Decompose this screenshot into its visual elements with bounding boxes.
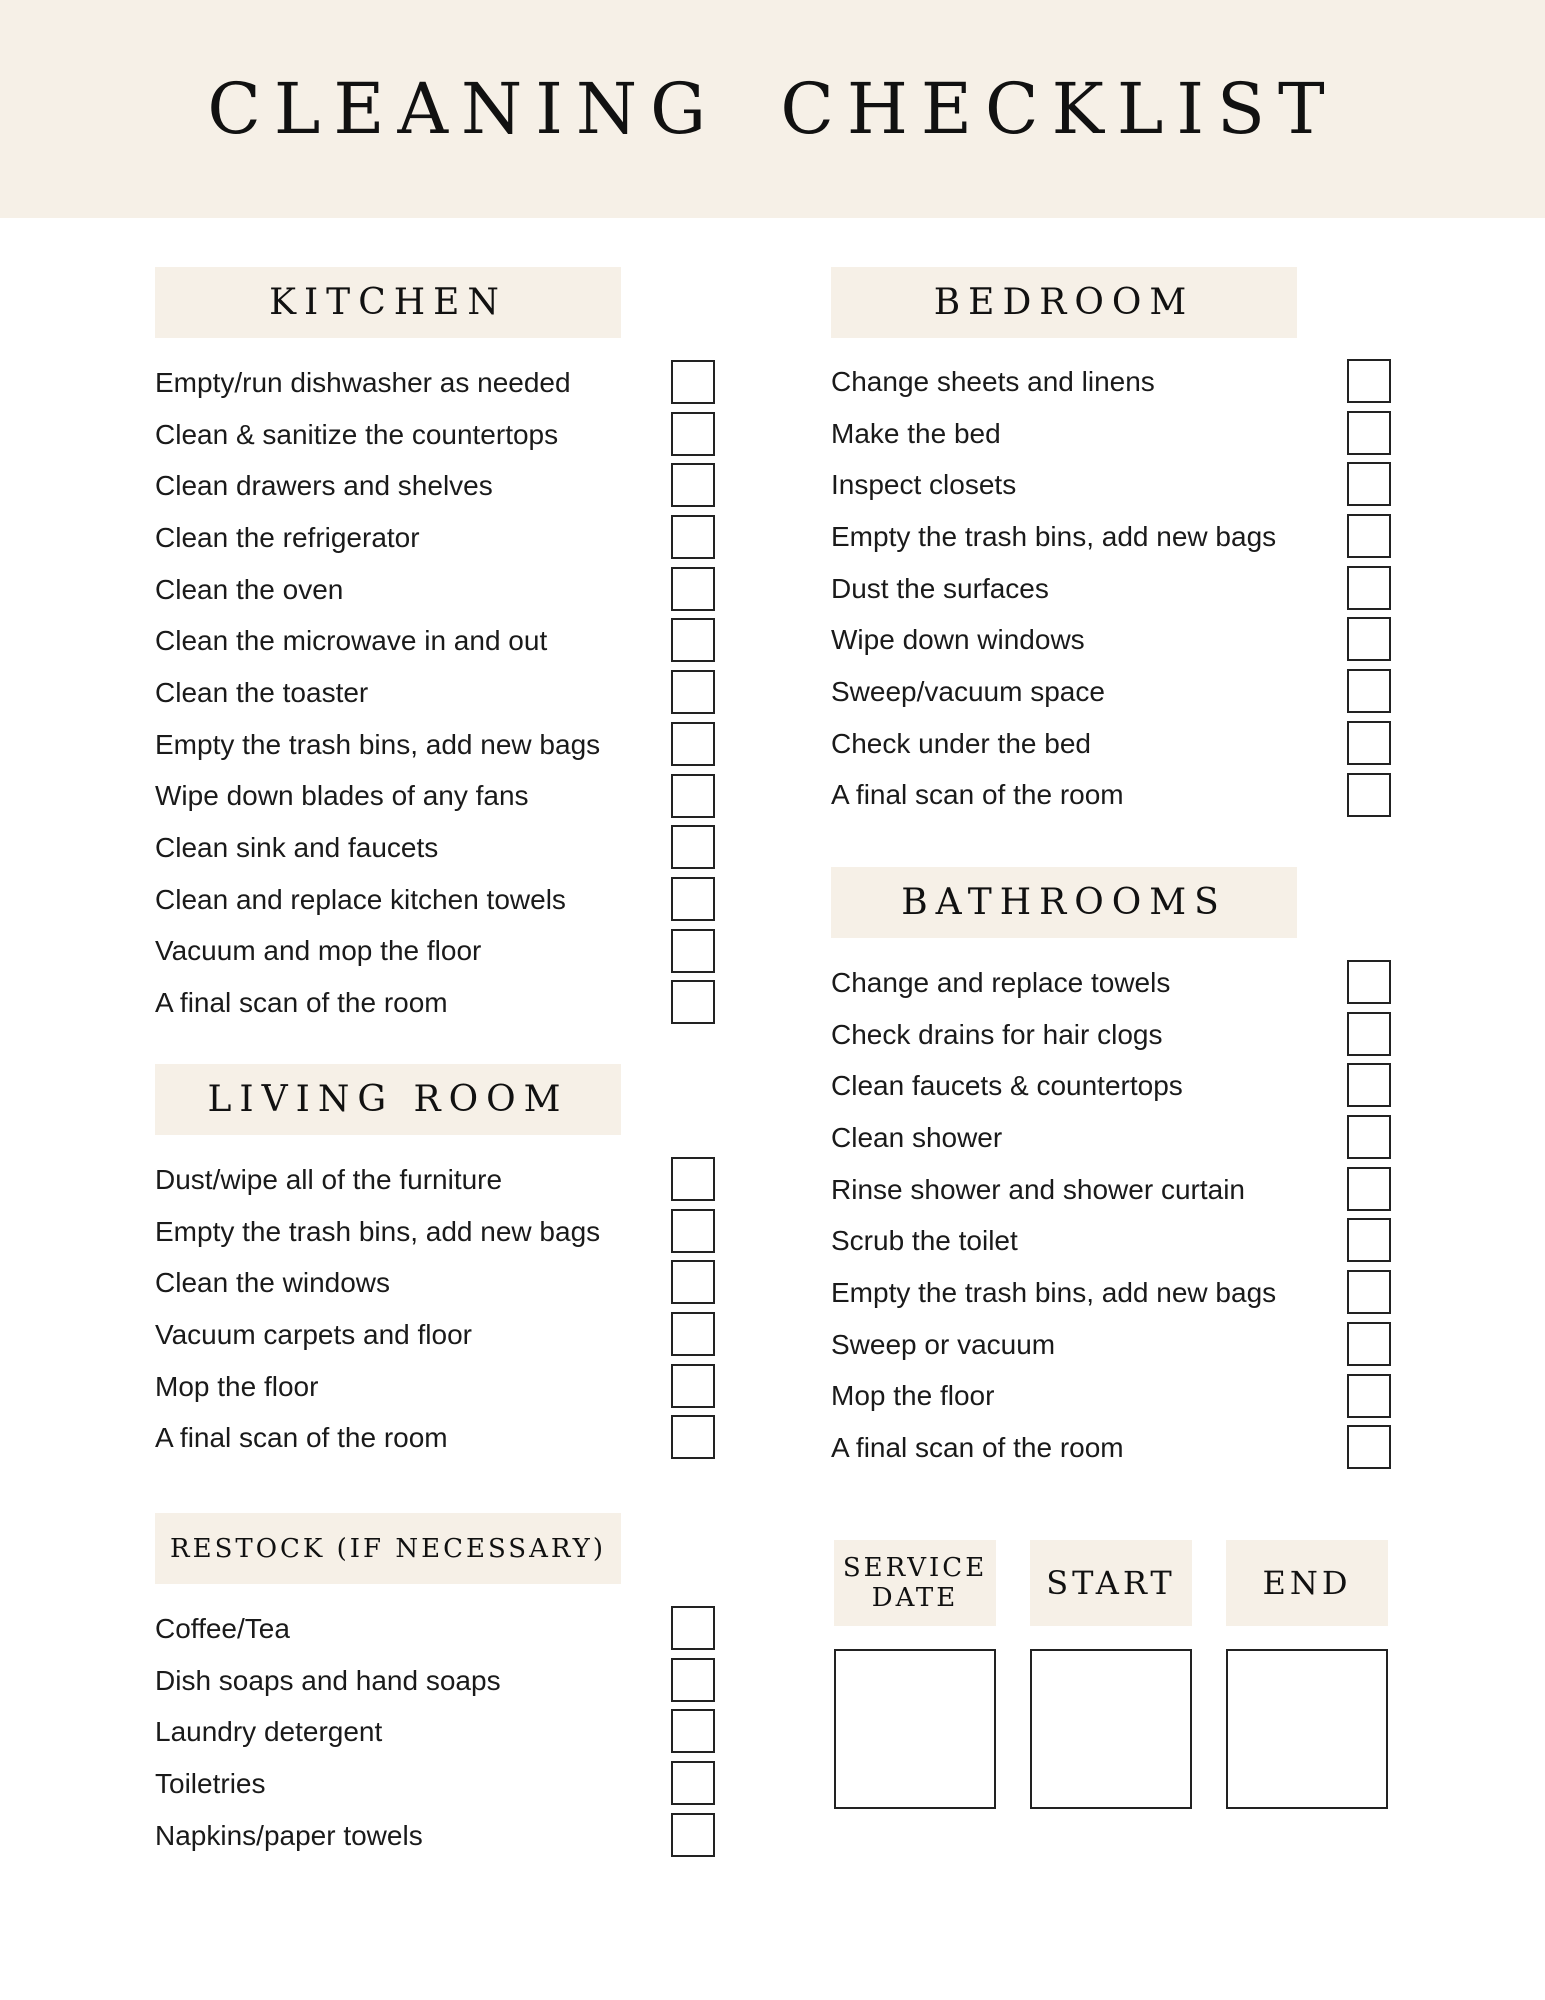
service-date-box[interactable] xyxy=(834,1649,996,1809)
restock-item-label: Napkins/paper towels xyxy=(155,1819,423,1851)
kitchen-item xyxy=(155,460,715,512)
kitchen-item-checkbox[interactable] xyxy=(671,412,715,456)
living-room-item-checkbox[interactable] xyxy=(671,1312,715,1356)
kitchen-item-label: Empty/run dishwasher as needed xyxy=(155,366,571,398)
bathrooms-item-checkbox[interactable] xyxy=(1347,1063,1391,1107)
bathrooms-item xyxy=(831,1319,1391,1371)
start-time-box[interactable] xyxy=(1030,1649,1192,1809)
kitchen-item-checkbox[interactable] xyxy=(671,360,715,404)
kitchen-item-checkbox[interactable] xyxy=(671,618,715,662)
kitchen-item xyxy=(155,409,715,461)
bedroom-item-checkbox[interactable] xyxy=(1347,669,1391,713)
bedroom-item xyxy=(831,666,1391,718)
living-room-item xyxy=(155,1257,715,1309)
kitchen-item-label: Clean the refrigerator xyxy=(155,521,420,553)
bathrooms-item-checkbox[interactable] xyxy=(1347,1374,1391,1418)
service-date-label-line2: DATE xyxy=(871,1583,959,1613)
living-room-item-checkbox[interactable] xyxy=(671,1415,715,1459)
kitchen-item xyxy=(155,771,715,823)
bedroom-item-label: A final scan of the room xyxy=(831,779,1124,811)
restock-item xyxy=(155,1706,715,1758)
bedroom-item xyxy=(831,563,1391,615)
living-room-checklist xyxy=(155,1154,715,1464)
bedroom-item xyxy=(831,459,1391,511)
bathrooms-checklist xyxy=(831,957,1391,1474)
bathrooms-item-label: Scrub the toilet xyxy=(831,1225,1018,1257)
restock-item xyxy=(155,1655,715,1707)
kitchen-item-checkbox[interactable] xyxy=(671,567,715,611)
bathrooms-item xyxy=(831,1164,1391,1216)
bedroom-item-checkbox[interactable] xyxy=(1347,359,1391,403)
kitchen-item-label: Clean the microwave in and out xyxy=(155,625,548,657)
living-room-item xyxy=(155,1309,715,1361)
bedroom-item-label: Empty the trash bins, add new bags xyxy=(831,520,1277,552)
kitchen-checklist xyxy=(155,357,715,1029)
bedroom-item xyxy=(831,356,1391,408)
living-room-item xyxy=(155,1154,715,1206)
kitchen-item-checkbox[interactable] xyxy=(671,463,715,507)
bathrooms-item-label: Empty the trash bins, add new bags xyxy=(831,1276,1277,1308)
kitchen-item-checkbox[interactable] xyxy=(671,515,715,559)
start-label: START xyxy=(1030,1540,1192,1626)
bedroom-item-checkbox[interactable] xyxy=(1347,411,1391,455)
restock-item xyxy=(155,1810,715,1862)
living-room-section-title: LIVING ROOM xyxy=(155,1064,621,1135)
kitchen-item xyxy=(155,615,715,667)
restock-item-checkbox[interactable] xyxy=(671,1813,715,1857)
living-room-item-label: Vacuum carpets and floor xyxy=(155,1318,472,1350)
living-room-item-checkbox[interactable] xyxy=(671,1364,715,1408)
kitchen-item-checkbox[interactable] xyxy=(671,980,715,1024)
kitchen-item xyxy=(155,874,715,926)
bathrooms-item-checkbox[interactable] xyxy=(1347,1012,1391,1056)
kitchen-item-label: Clean sink and faucets xyxy=(155,832,439,864)
bathrooms-item-checkbox[interactable] xyxy=(1347,1115,1391,1159)
kitchen-item xyxy=(155,667,715,719)
kitchen-item-label: Clean the oven xyxy=(155,573,344,605)
bedroom-item-checkbox[interactable] xyxy=(1347,617,1391,661)
kitchen-item-checkbox[interactable] xyxy=(671,670,715,714)
kitchen-item-checkbox[interactable] xyxy=(671,929,715,973)
bathrooms-item-checkbox[interactable] xyxy=(1347,1425,1391,1469)
kitchen-section-title: KITCHEN xyxy=(155,267,621,338)
bedroom-item-checkbox[interactable] xyxy=(1347,566,1391,610)
bathrooms-item xyxy=(831,1422,1391,1474)
bedroom-item xyxy=(831,614,1391,666)
page-title: CLEANING CHECKLIST xyxy=(207,68,1338,150)
kitchen-item xyxy=(155,512,715,564)
restock-item-label: Coffee/Tea xyxy=(155,1612,290,1644)
kitchen-item-checkbox[interactable] xyxy=(671,877,715,921)
bathrooms-item-label: Clean shower xyxy=(831,1121,1003,1153)
bedroom-item-label: Inspect closets xyxy=(831,469,1017,501)
bedroom-item-checkbox[interactable] xyxy=(1347,721,1391,765)
bathrooms-item-label: Sweep or vacuum xyxy=(831,1328,1056,1360)
bedroom-item-checkbox[interactable] xyxy=(1347,773,1391,817)
living-room-item-label: Clean the windows xyxy=(155,1267,391,1299)
bathrooms-item-checkbox[interactable] xyxy=(1347,1270,1391,1314)
bedroom-item-label: Wipe down windows xyxy=(831,624,1085,656)
restock-item-label: Laundry detergent xyxy=(155,1716,383,1748)
restock-item-checkbox[interactable] xyxy=(671,1606,715,1650)
kitchen-item xyxy=(155,977,715,1029)
kitchen-item-checkbox[interactable] xyxy=(671,722,715,766)
restock-checklist xyxy=(155,1603,715,1861)
living-room-item-label: A final scan of the room xyxy=(155,1422,448,1454)
bathrooms-item-checkbox[interactable] xyxy=(1347,960,1391,1004)
kitchen-item xyxy=(155,926,715,978)
bathrooms-item-label: Change and replace towels xyxy=(831,966,1171,998)
bedroom-item xyxy=(831,511,1391,563)
living-room-item-checkbox[interactable] xyxy=(671,1209,715,1253)
living-room-item-checkbox[interactable] xyxy=(671,1157,715,1201)
bathrooms-section-title: BATHROOMS xyxy=(831,867,1297,938)
restock-item-label: Toiletries xyxy=(155,1767,266,1799)
bedroom-item xyxy=(831,408,1391,460)
living-room-item-label: Mop the floor xyxy=(155,1370,319,1402)
bathrooms-item-label: Check drains for hair clogs xyxy=(831,1018,1163,1050)
bedroom-item-label: Make the bed xyxy=(831,417,1001,449)
kitchen-item-checkbox[interactable] xyxy=(671,774,715,818)
restock-item-checkbox[interactable] xyxy=(671,1709,715,1753)
kitchen-item-label: Vacuum and mop the floor xyxy=(155,935,482,967)
bedroom-item-label: Check under the bed xyxy=(831,727,1091,759)
kitchen-item-label: A final scan of the room xyxy=(155,987,448,1019)
living-room-item-checkbox[interactable] xyxy=(671,1260,715,1304)
page-header xyxy=(0,0,1545,218)
bathrooms-item-label: Mop the floor xyxy=(831,1380,995,1412)
restock-item xyxy=(155,1758,715,1810)
bathrooms-item-checkbox[interactable] xyxy=(1347,1218,1391,1262)
kitchen-item-checkbox[interactable] xyxy=(671,825,715,869)
kitchen-item-label: Wipe down blades of any fans xyxy=(155,780,529,812)
restock-item xyxy=(155,1603,715,1655)
restock-item-label: Dish soaps and hand soaps xyxy=(155,1664,501,1696)
bedroom-item-checkbox[interactable] xyxy=(1347,462,1391,506)
bathrooms-item xyxy=(831,1267,1391,1319)
kitchen-item-label: Clean the toaster xyxy=(155,676,369,708)
living-room-item xyxy=(155,1361,715,1413)
kitchen-item xyxy=(155,564,715,616)
bedroom-item-label: Change sheets and linens xyxy=(831,365,1155,397)
end-time-box[interactable] xyxy=(1226,1649,1388,1809)
bathrooms-item-label: Clean faucets & countertops xyxy=(831,1070,1183,1102)
bedroom-checklist xyxy=(831,356,1391,821)
bathrooms-item xyxy=(831,1060,1391,1112)
bathrooms-item-checkbox[interactable] xyxy=(1347,1167,1391,1211)
bedroom-item xyxy=(831,718,1391,770)
kitchen-item xyxy=(155,719,715,771)
bedroom-section-title: BEDROOM xyxy=(831,267,1297,338)
living-room-item-label: Dust/wipe all of the furniture xyxy=(155,1163,503,1195)
bathrooms-item-checkbox[interactable] xyxy=(1347,1322,1391,1366)
restock-section-title: RESTOCK (IF NECESSARY) xyxy=(155,1513,621,1584)
living-room-item xyxy=(155,1412,715,1464)
bedroom-item xyxy=(831,770,1391,822)
bedroom-item-checkbox[interactable] xyxy=(1347,514,1391,558)
restock-item-checkbox[interactable] xyxy=(671,1658,715,1702)
service-date-label xyxy=(834,1540,996,1626)
service-date-label-line1: SERVICE xyxy=(842,1553,988,1583)
bathrooms-item xyxy=(831,1215,1391,1267)
bedroom-item-label: Sweep/vacuum space xyxy=(831,675,1105,707)
end-label: END xyxy=(1226,1540,1388,1626)
kitchen-item xyxy=(155,822,715,874)
kitchen-item-label: Clean & sanitize the countertops xyxy=(155,418,559,450)
bathrooms-item-label: A final scan of the room xyxy=(831,1432,1124,1464)
living-room-item xyxy=(155,1206,715,1258)
bathrooms-item xyxy=(831,1371,1391,1423)
kitchen-item xyxy=(155,357,715,409)
bedroom-item-label: Dust the surfaces xyxy=(831,572,1049,604)
bathrooms-item xyxy=(831,957,1391,1009)
bathrooms-item xyxy=(831,1009,1391,1061)
living-room-item-label: Empty the trash bins, add new bags xyxy=(155,1215,601,1247)
bathrooms-item-label: Rinse shower and shower curtain xyxy=(831,1173,1245,1205)
bathrooms-item xyxy=(831,1112,1391,1164)
kitchen-item-label: Clean and replace kitchen towels xyxy=(155,883,566,915)
kitchen-item-label: Empty the trash bins, add new bags xyxy=(155,728,601,760)
kitchen-item-label: Clean drawers and shelves xyxy=(155,470,493,502)
restock-item-checkbox[interactable] xyxy=(671,1761,715,1805)
